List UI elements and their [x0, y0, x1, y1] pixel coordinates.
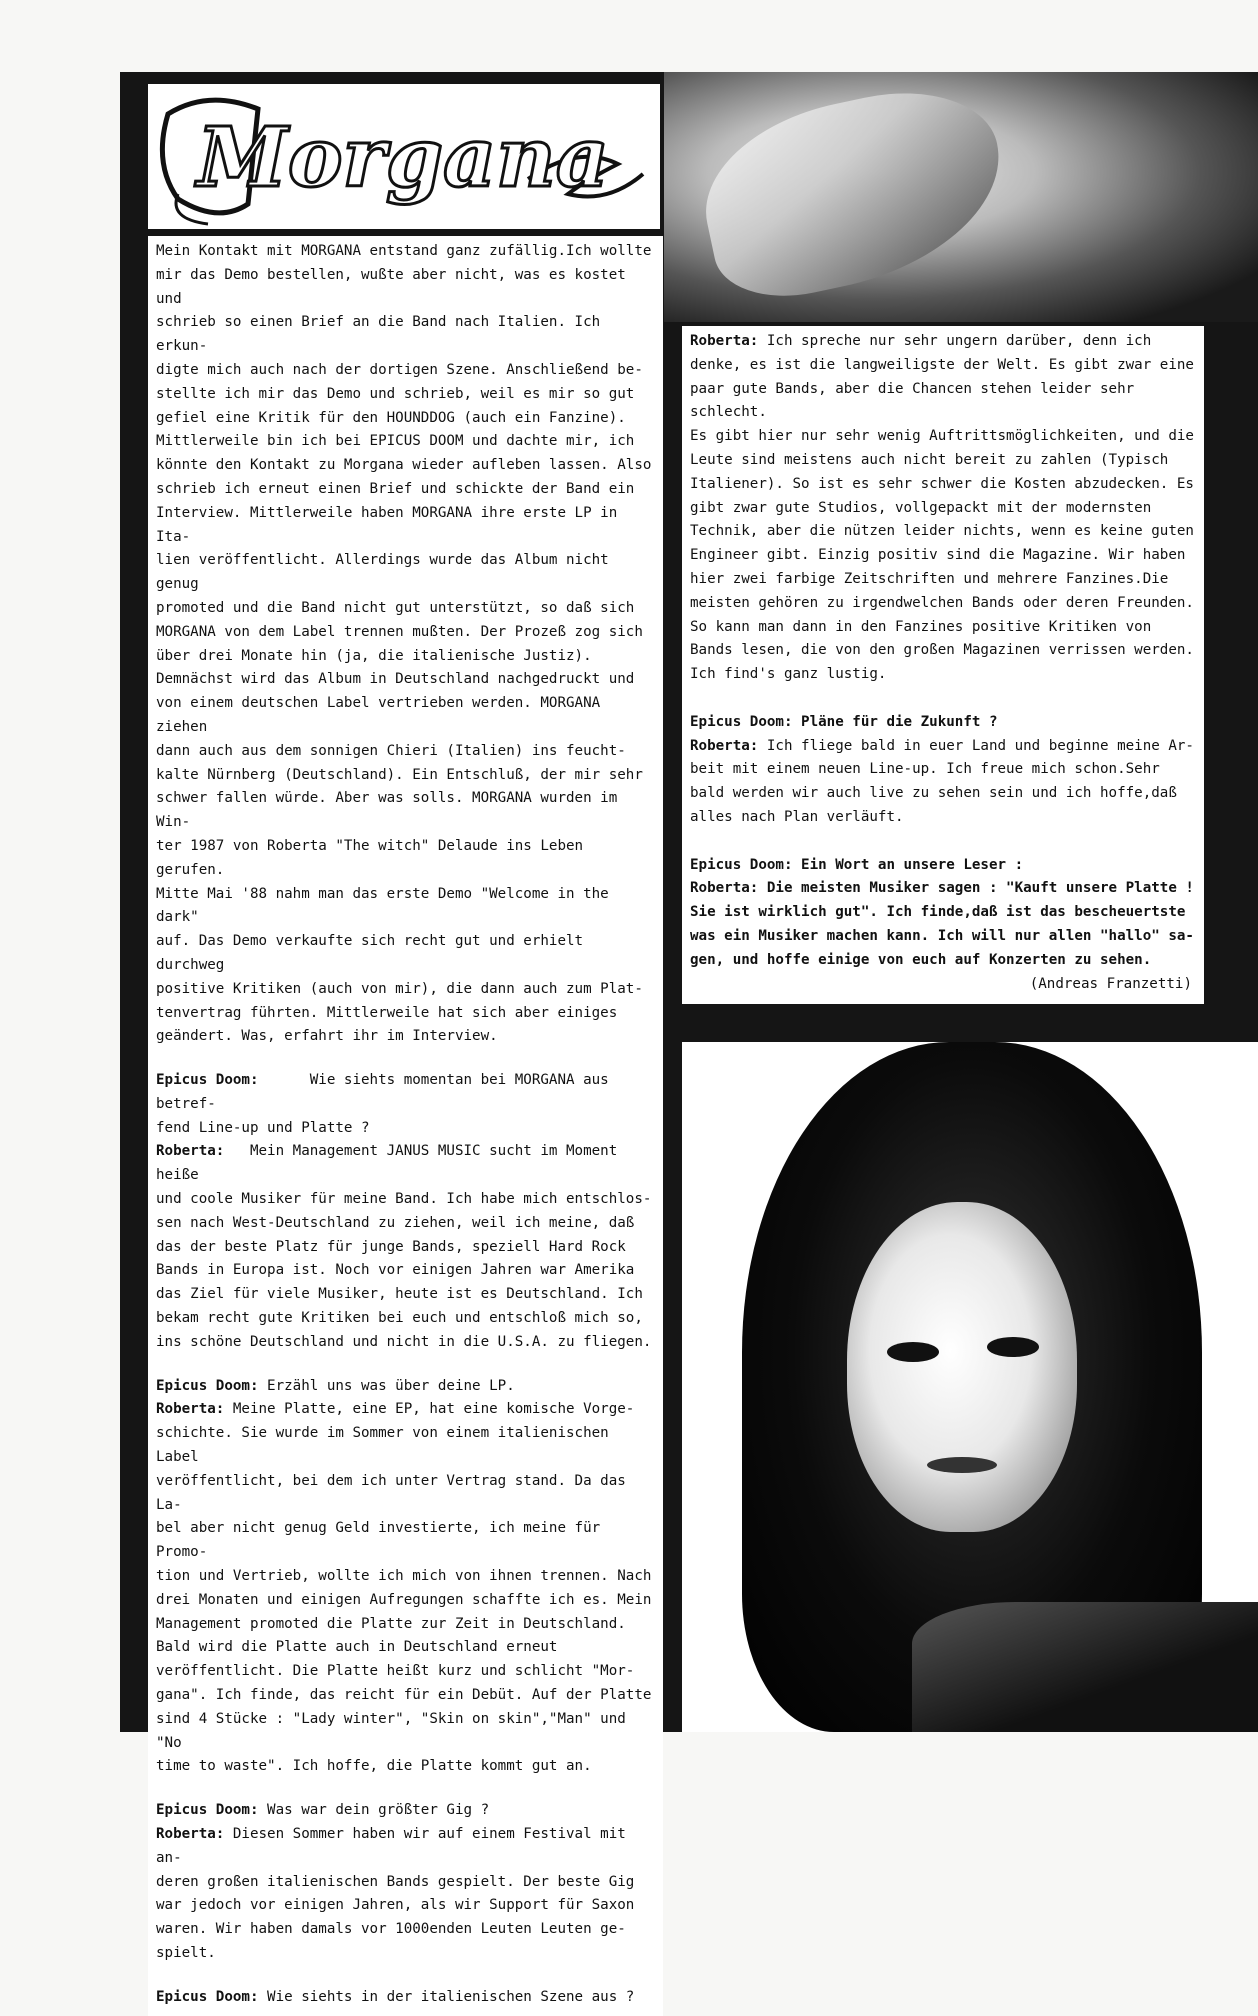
speaker-epicus-doom: Epicus Doom: — [156, 1988, 259, 2005]
speaker-epicus-doom: Epicus Doom: — [156, 1072, 259, 1089]
speaker-epicus-doom: Epicus Doom: — [156, 1802, 259, 1819]
interview-qa-lp — [148, 1371, 663, 1786]
speaker-roberta: Roberta: — [156, 1826, 225, 1842]
interview-qa-lineup — [148, 1065, 663, 1361]
interview-qa-gig — [148, 1795, 663, 1972]
qa-gig-text: Epicus Doom: Was war dein größter Gig ? Roberta: Diesen Sommer haben wir auf einem Festival mit an- deren großen italienischen Bands gespielt. Der beste Gig war jedoch vor einigen Jahren, als wir Support für Saxon waren. Wir haben damals vor 1000enden Leuten Leuten ge- spielt. — [156, 1802, 635, 1961]
intro-paragraph — [148, 236, 663, 1055]
speaker-roberta: Roberta: — [156, 1143, 225, 1160]
right-text-column — [682, 326, 1204, 1004]
portrait-left-eye — [887, 1342, 939, 1362]
portrait-jacket — [912, 1602, 1258, 1732]
logo-graphic — [148, 84, 660, 229]
speaker-roberta: Roberta: — [690, 880, 759, 897]
morgana-logo — [148, 84, 660, 229]
qa-lineup-text: Epicus Doom: Wie siehts momentan bei MORGANA aus betref- fend Line-up und Platte ? Roberta: Mein Management JANUS MUSIC sucht im Moment heiße und coole Musiker für meine Band. Ich habe mich entschlos- sen nach West-Deutschland zu ziehen, weil ich meine, daß das der beste Platz für junge Bands, speziell Hard Rock Bands in Europa ist. Noch vor einigen Jahren war Amerika das Ziel für viele Musiker, heute ist es Deutschland. Ich bekam recht gute Kritiken bei euch und entschloß mich so, ins schöne Deutschland und nicht in die U.S.A. zu fliegen. — [156, 1072, 652, 1350]
speaker-epicus-doom: Epicus Doom: — [690, 856, 793, 873]
portrait-right-eye — [987, 1337, 1039, 1357]
speaker-roberta: Roberta: — [690, 333, 759, 349]
qa-scene-text: Epicus Doom: Wie siehts in der italienischen Szene aus ? — [156, 1988, 635, 2005]
left-text-column — [148, 236, 663, 2016]
portrait-photo — [682, 1042, 1258, 1732]
logo-text: Morgana — [197, 110, 609, 206]
qa-lp-text: Epicus Doom: Erzähl uns was über deine LP. Roberta: Meine Platte, eine EP, hat eine komische Vorge- schichte. Sie wurde im Sommer von einem italienischen Label veröffentlicht, bei dem ich unter Vertrag stand. Da das La- bel aber nicht genug Geld investierte, ich meine für Promo- tion und Vertrieb, wollte ich mich von ihnen trennen. Nach drei Monaten und einigen Aufregungen schaffte ich es. Mein Management promoted die Platte zur Zeit in Deutschland. Bald wird die Platte auch in Deutschland erneut veröffentlicht. Die Platte heißt kurz und schlicht "Mor- gana". Ich finde, das reicht für ein Debüt. Auf der Platte sind 4 Stücke : "Lady winter", "Skin on skin","Man" und "No time to waste". Ich hoffe, die Platte kommt gut an. — [156, 1377, 652, 1775]
portrait-face — [847, 1202, 1077, 1532]
speaker-roberta: Roberta: — [690, 737, 759, 754]
photo-fabric-highlight — [689, 73, 1020, 311]
speaker-epicus-doom: Epicus Doom: — [156, 1377, 259, 1394]
intro-text: Mein Kontakt mit MORGANA entstand ganz zufällig.Ich wollte mir das Demo bestellen, wußte aber nicht, was es kostet und schrieb so einen Brief an die Band nach Italien. Ich erkun- digte mich auch nach der dortigen Szene. Anschließend be- stellte ich mir das Demo und schrieb, weil es mir so gut gefiel eine Kritik für den HOUNDDOG (auch ein Fanzine). Mittlerweile bin ich bei EPICUS DOOM und dachte mir, ich könnte den Kontakt zu Morgana wieder aufleben lassen. Also schrieb ich erneut einen Brief und schickte der Band ein Interview. Mittlerweile haben MORGANA ihre erste LP in Ita- lien veröffentlicht. Allerdings wurde das Album nicht genug promoted und die Band nicht gut unterstützt, so daß sich MORGANA von dem Label trennen mußten. Der Prozeß zog sich über drei Monate hin (ja, die italienische Justiz). Demnächst wird das Album in Deutschland nachgedruckt und von einem deutschen Label vertrieben werden. MORGANA ziehen dann auch aus dem sonnigen Chieri (Italien) ins feucht- kalte Nürnberg (Deutschland). Ein Entschluß, der mir sehr schwer fallen würde. Aber was solls. MORGANA wurden im Win- ter 1987 von Roberta "The witch" Delaude ins Leben gerufen. Mitte Mai '88 nahm man das erste Demo "Welcome in the dark" auf. Das Demo verkaufte sich recht gut und erhielt durchweg positive Kritiken (auch von mir), die dann auch zum Plat- tenvertrag führten. Mittlerweile hat sich aber einiges geändert. Was, erfahrt ihr im Interview. — [156, 243, 652, 1045]
answer-italian-scene: Roberta: Ich spreche nur sehr ungern darüber, denn ich denke, es ist die langweiligste der Welt. Es gibt zwar eine paar gute Bands, aber die Chancen stehen leider sehr schlecht. Es gibt hier nur sehr wenig Auftrittsmöglichkeiten, und die Leute sind meistens auch nicht bereit zu zahlen (Typisch Italiener). So ist es sehr schwer die Kosten abzudecken. Es gibt zwar gute Studios, vollgepackt mit der modernsten Technik, aber die nützen leider nichts, wenn es keine guten Engineer gibt. Einzig positiv sind die Magazine. Wir haben hier zwei farbige Zeitschriften und mehrere Fanzines.Die meisten gehören zu irgendwelchen Bands oder deren Freunden. So kann man dann in den Fanzines positive Kritiken von Bands lesen, die von den großen Magazinen verrissen werden. Ich find's ganz lustig. Epicus Doom: Pläne für die Zukunft ? Roberta: Ich fliege bald in euer Land und beginne meine Ar- beit mit einem neuen Line-up. Ich freue mich schon.Sehr bald werden wir auch live zu sehen sein und ich hoffe,daß alles nach Plan verläuft. Epicus Doom: Ein Wort an unsere Leser : Roberta: Die meisten Musiker sagen : "Kauft unsere Platte ! Sie ist wirklich gut". Ich finde,daß ist das bescheuertste was ein Musiker machen kann. Ich will nur allen "hallo" sa- gen, und hoffe einige von euch auf Konzerten zu sehen. — [690, 333, 1194, 968]
top-photo — [664, 72, 1258, 322]
author-signature: (Andreas Franzetti) — [1029, 975, 1192, 992]
speaker-roberta: Roberta: — [156, 1401, 225, 1418]
interview-question-scene — [148, 1982, 663, 2016]
portrait-mouth — [927, 1457, 997, 1473]
speaker-epicus-doom: Epicus Doom: — [690, 713, 793, 730]
